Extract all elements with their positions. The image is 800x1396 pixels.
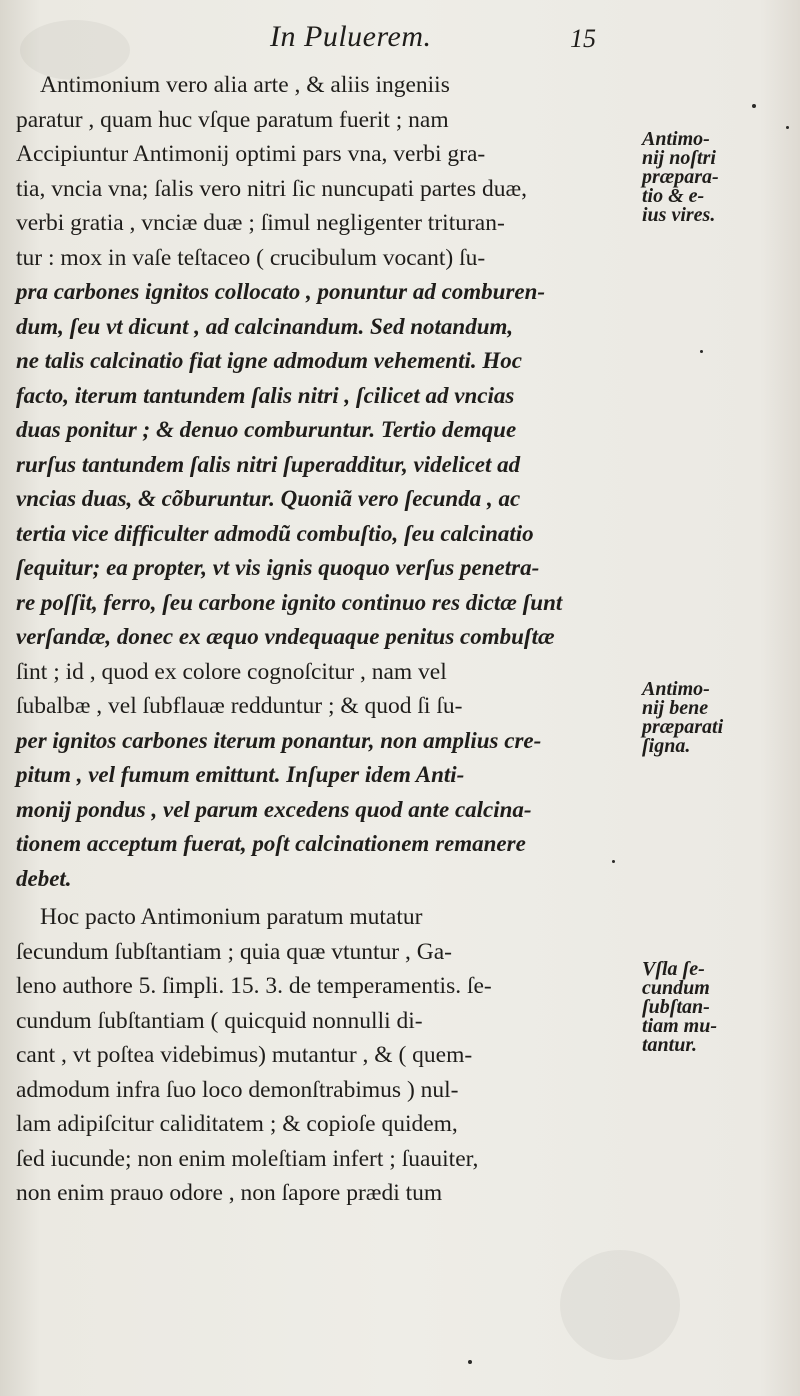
text-line: dum, ſeu vt dicunt , ad calcinandum. Sed notandum, — [16, 313, 514, 339]
text-line: ſequitur; ea propter, vt vis ignis quoquo verſus penetra- — [16, 555, 540, 580]
text-line: cundum ſubſtantiam ( quicquid nonnulli di- — [16, 1007, 423, 1034]
text-line: tia, vncia vna; ſalis vero nitri ſic nuncupati partes duæ, — [16, 175, 527, 202]
text-line: per ignitos carbones iterum ponantur, non amplius cre- — [16, 727, 542, 753]
ink-speck — [700, 350, 703, 353]
text-line: tur : mox in vaſe teſtaceo ( crucibulum vocant) ſu- — [16, 244, 486, 271]
text-line: cant , vt poſtea videbimus) mutantur , & ( quem- — [16, 1042, 473, 1068]
text-line: vncias duas, & cõburuntur. Quoniã vero ſecunda , ac — [16, 486, 521, 511]
text-line: Hoc pacto Antimonium paratum mutatur — [40, 904, 423, 930]
ink-speck — [752, 104, 756, 108]
text-line: ſubalbæ , vel ſubflauæ redduntur ; & quod ſi ſu- — [16, 693, 463, 719]
margin-note: Antimo- nij noſtri præpara- tio & e- ius vires. — [642, 128, 719, 226]
body-text — [16, 68, 638, 1211]
paper-smudge — [560, 1250, 680, 1360]
text-line: verſandæ, donec ex æquo vndequaque penitus combuſtæ — [16, 624, 555, 649]
text-line: ſint ; id , quod ex colore cognoſcitur , nam vel — [16, 658, 447, 685]
text-line: admodum infra ſuo loco demonſtrabimus ) nul- — [16, 1076, 459, 1103]
page-header — [200, 20, 620, 60]
text-line: Antimonium vero alia arte , & aliis ingeniis — [40, 72, 450, 98]
text-line: pra carbones ignitos collocato , ponuntur ad comburen- — [16, 279, 546, 304]
ink-speck — [786, 126, 789, 129]
text-line: non enim prauo odore , non ſapore prædi tum — [16, 1180, 443, 1206]
ink-speck — [612, 860, 615, 863]
text-line: ſecundum ſubſtantiam ; quia quæ vtuntur , Ga- — [16, 938, 452, 965]
ink-speck — [468, 1360, 472, 1364]
text-line: paratur , quam huc vſque paratum fuerit ; nam — [16, 106, 449, 133]
running-head: In Puluerem. — [270, 20, 432, 53]
margin-note: Vſla ſe- cundum ſubſtan- tiam mu- tantur. — [642, 958, 718, 1056]
text-line: ne talis calcinatio fiat igne admodum vehementi. Hoc — [16, 348, 522, 373]
text-line: rurſus tantundem ſalis nitri ſuperadditur, videlicet ad — [16, 451, 521, 477]
text-line: verbi gratia , vnciæ duæ ; ſimul negligenter trituran- — [16, 210, 505, 236]
text-line: pitum , vel fumum emittunt. Inſuper idem Anti- — [16, 762, 465, 787]
text-line: lam adipiſcitur caliditatem ; & copioſe quidem, — [16, 1111, 458, 1137]
text-line: re poſſit, ferro, ſeu carbone ignito continuo res dictæ ſunt — [16, 589, 563, 615]
text-line: leno authore 5. ſimpli. 15. 3. de temperamentis. ſe- — [16, 973, 492, 999]
text-line: Accipiuntur Antimonij optimi pars vna, verbi gra- — [16, 141, 486, 167]
text-line: duas ponitur ; & denuo comburuntur. Tertio demque — [16, 417, 517, 442]
text-line: ſed iucunde; non enim moleſtiam infert ; ſuauiter, — [16, 1145, 479, 1172]
text-line: debet. — [16, 865, 72, 891]
text-line: tertia vice difficulter admodũ combuſtio, ſeu calcinatio — [16, 520, 534, 546]
text-line: facto, iterum tantundem ſalis nitri , ſcilicet ad vncias — [16, 382, 515, 408]
page-number: 15 — [570, 24, 596, 53]
margin-note: Antimo- nij bene præparati ſigna. — [642, 678, 724, 757]
text-line: monij pondus , vel parum excedens quod ante calcina- — [16, 796, 532, 822]
paper-smudge — [20, 20, 130, 80]
text-line: tionem acceptum fuerat, poſt calcinationem remanere — [16, 831, 526, 856]
